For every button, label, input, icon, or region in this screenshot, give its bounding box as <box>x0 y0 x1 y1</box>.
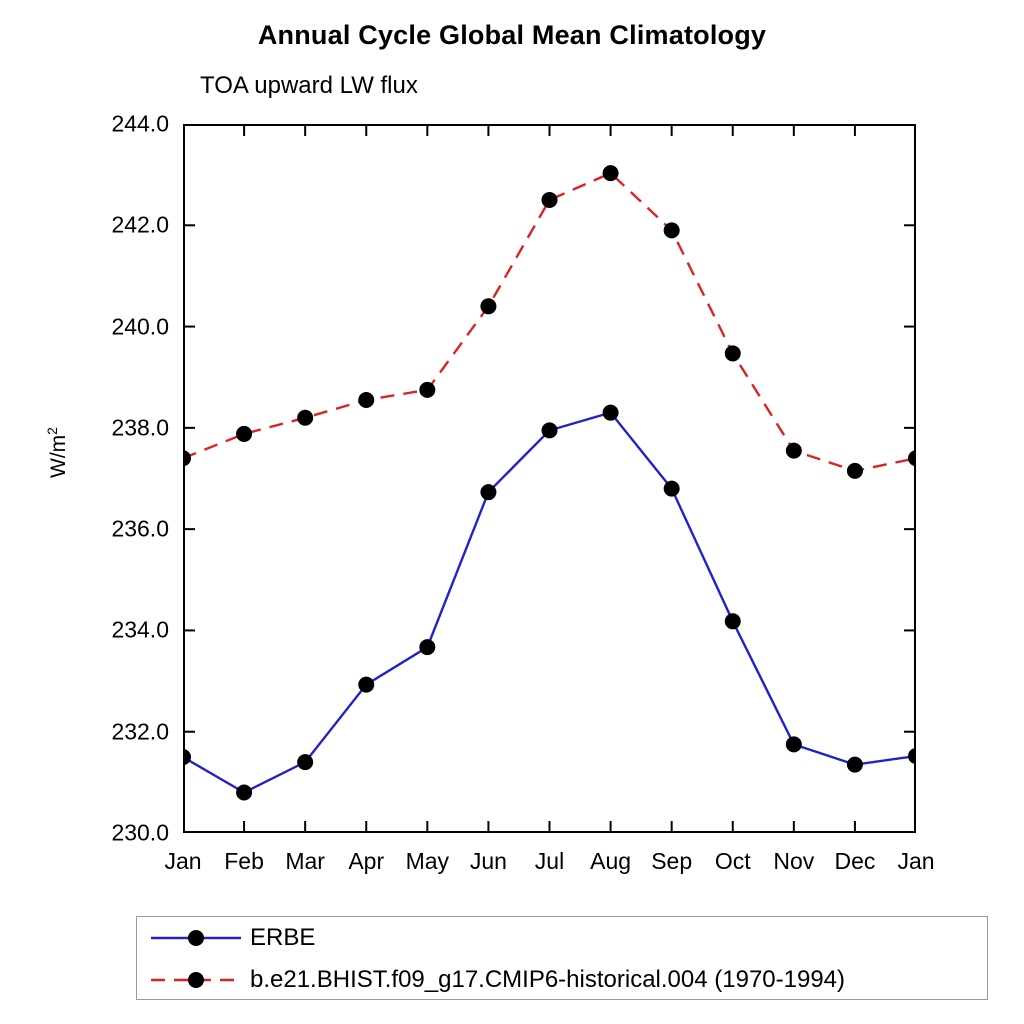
legend-item[interactable] <box>137 917 989 959</box>
y-tick-label: 242.0 <box>111 211 169 238</box>
x-tick-label: Dec <box>834 848 876 874</box>
data-point <box>297 754 313 770</box>
y-axis-title-exponent: 2 <box>44 427 60 435</box>
y-tick-label: 236.0 <box>111 515 169 542</box>
data-point <box>603 405 619 421</box>
plot-area <box>183 124 916 833</box>
data-point <box>847 463 863 479</box>
y-tick-label: 238.0 <box>111 414 169 441</box>
x-tick-label: Jun <box>469 848 507 874</box>
y-tick-label: 232.0 <box>111 718 169 745</box>
y-tick-label: 240.0 <box>111 313 169 340</box>
legend-line-sample <box>151 917 241 959</box>
chart-subtitle: TOA upward LW flux <box>200 72 418 99</box>
legend-label: ERBE <box>250 924 316 951</box>
y-tick-label: 244.0 <box>111 110 169 137</box>
data-point <box>419 639 435 655</box>
data-point <box>419 382 435 398</box>
y-tick-label: 234.0 <box>111 616 169 643</box>
data-point <box>542 192 558 208</box>
x-tick-label: Aug <box>590 848 632 874</box>
x-tick-label: Jan <box>897 848 935 874</box>
data-point <box>358 392 374 408</box>
data-point <box>480 484 496 500</box>
data-point <box>542 422 558 438</box>
chart-title: Annual Cycle Global Mean Climatology <box>257 20 767 50</box>
series-line-0 <box>183 413 916 793</box>
legend-item[interactable] <box>137 959 989 1001</box>
data-point <box>786 443 802 459</box>
x-tick-label: Apr <box>348 848 385 874</box>
data-point <box>297 410 313 426</box>
data-point <box>908 450 916 466</box>
x-tick-label: Feb <box>224 848 264 874</box>
data-point <box>908 748 916 764</box>
x-tick-label: May <box>405 848 450 874</box>
data-point <box>236 784 252 800</box>
y-tick-label: 230.0 <box>111 819 169 846</box>
y-axis-tick-labels <box>9 110 169 846</box>
data-point <box>725 345 741 361</box>
legend-label: b.e21.BHIST.f09_g17.CMIP6-historical.004 (1970-1994) <box>250 966 846 993</box>
data-point <box>664 222 680 238</box>
data-point <box>183 749 191 765</box>
data-point <box>786 736 802 752</box>
x-tick-label: Sep <box>651 848 693 874</box>
legend-line-sample <box>151 959 241 1001</box>
x-tick-label: Oct <box>714 848 751 874</box>
x-tick-label: Jul <box>534 848 565 874</box>
data-point <box>183 450 191 466</box>
data-point <box>236 426 252 442</box>
data-point <box>480 298 496 314</box>
data-point <box>725 613 741 629</box>
x-tick-label: Jan <box>164 848 202 874</box>
x-tick-label: Nov <box>773 848 815 874</box>
x-axis-tick-labels <box>164 848 935 882</box>
data-point <box>664 481 680 497</box>
data-point <box>847 757 863 773</box>
legend <box>136 916 988 1000</box>
x-tick-label: Mar <box>285 848 325 874</box>
data-point <box>603 165 619 181</box>
y-axis-title-base: W/m <box>47 434 70 478</box>
data-point <box>358 677 374 693</box>
